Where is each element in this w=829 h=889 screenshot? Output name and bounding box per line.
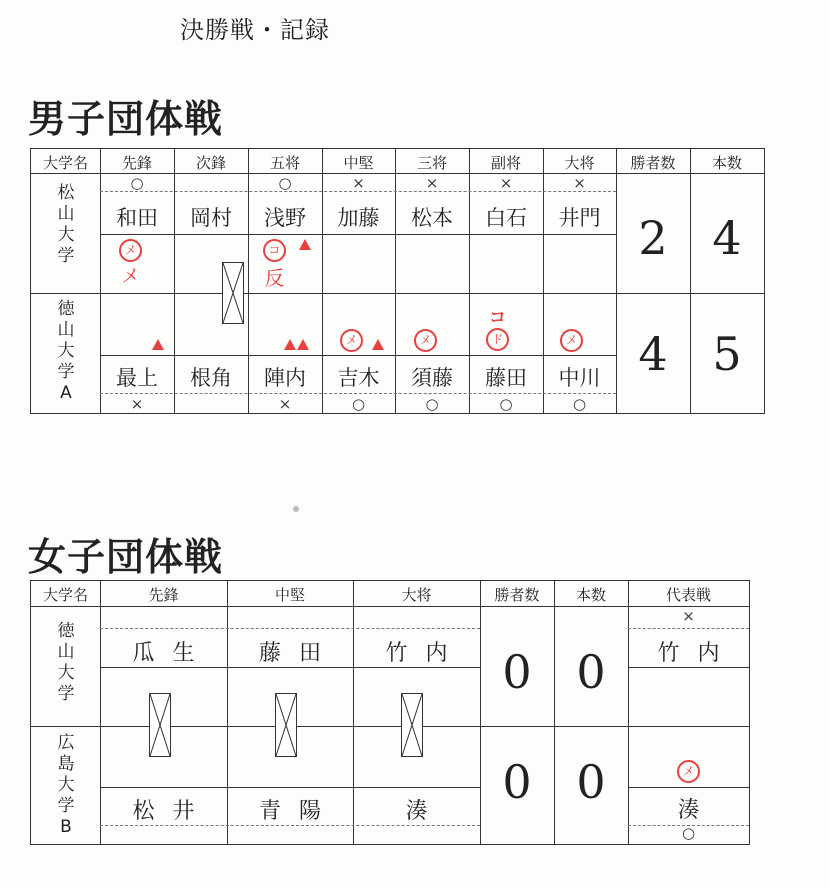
men-team2-result: × [278, 395, 292, 413]
men-team1-result: × [352, 174, 365, 192]
women-team2-player: 松井 [132, 799, 213, 824]
men-col-taisho: 大将 [564, 154, 595, 172]
kote-mark: コ [489, 308, 506, 328]
men-team2-result: ○ [572, 395, 587, 413]
empty-bout-box [149, 693, 171, 757]
men-team2-player: 最上 [116, 366, 158, 390]
men-team2-result: ○ [351, 395, 366, 413]
hansoku-triangle-icon [152, 339, 164, 350]
men-score-icon: メ [340, 329, 363, 352]
page-title: 決勝戦・記録 [180, 16, 330, 44]
women-team2-name: 広島大学B [57, 733, 75, 837]
men-team2-points: 5 [712, 327, 742, 381]
hansoku-triangle-icon [299, 239, 311, 250]
men-score-icon: メ [414, 329, 437, 352]
men-col-wins: 勝者数 [630, 154, 676, 172]
men-team1-player: 井門 [558, 206, 601, 230]
women-col-senpo: 先鋒 [148, 586, 179, 604]
men-team1-player: 浅野 [264, 206, 306, 230]
women-col-taisho: 大将 [401, 586, 432, 604]
men-col-senpo: 先鋒 [121, 154, 152, 172]
women-team1-player: 竹内 [385, 641, 466, 666]
men-team1-result: × [573, 174, 586, 192]
men-col-university: 大学名 [42, 154, 88, 172]
men-section-title: 男子団体戦 [28, 97, 224, 141]
men-team2-fukusho-score [486, 303, 509, 351]
men-team1-result: × [425, 174, 439, 192]
men-col-points: 本数 [711, 154, 742, 172]
women-rep-team1-player: 竹内 [657, 641, 738, 666]
men-team1-result: × [499, 174, 513, 192]
women-team2-wins: 0 [502, 755, 532, 809]
women-team2-points: 0 [576, 755, 606, 809]
men-team1-player: 岡村 [190, 206, 232, 230]
women-team1-player: 藤田 [258, 641, 339, 666]
women-team1-wins: 0 [502, 645, 532, 699]
men-team2-result: ○ [499, 395, 513, 413]
men-team2-taisho-score [560, 329, 583, 352]
women-table [30, 580, 750, 845]
men-col-chuken: 中堅 [343, 154, 374, 172]
men-team2-result: × [130, 395, 144, 413]
men-team1-name: 松山大学 [57, 183, 75, 266]
empty-bout-box [222, 262, 244, 324]
kote-score-icon: コ [263, 239, 286, 262]
hansoku-triangle-icon [372, 339, 384, 350]
men-team2-result: ○ [425, 395, 439, 413]
empty-bout-box [401, 693, 423, 757]
men-score-mark: メ [121, 266, 140, 287]
men-team1-player: 白石 [485, 206, 527, 230]
men-team1-result: ○ [130, 174, 144, 192]
men-score-icon: メ [560, 329, 583, 352]
women-team1-name: 徳山大学 [57, 621, 75, 704]
empty-bout-box [275, 693, 297, 757]
smudge-dot [293, 506, 299, 512]
men-team1-player: 加藤 [337, 206, 380, 230]
men-col-sansho: 三将 [416, 154, 447, 172]
men-team2-wins: 4 [638, 327, 668, 381]
women-col-wins: 勝者数 [494, 586, 540, 604]
men-team2-player: 中川 [558, 366, 601, 390]
men-col-jiho: 次鋒 [195, 154, 226, 172]
women-rep-team2-result: ○ [681, 824, 696, 842]
women-team1-player: 瓜生 [132, 641, 213, 666]
men-team1-points: 4 [712, 211, 742, 265]
men-score-icon: メ [677, 760, 700, 783]
men-team1-wins: 2 [638, 211, 668, 265]
men-score-icon: メ [119, 239, 142, 262]
women-col-university: 大学名 [42, 586, 88, 604]
men-team2-player: 須藤 [411, 366, 453, 390]
men-team1-player: 松本 [411, 206, 453, 230]
men-team1-gosho-score [263, 239, 286, 291]
men-col-gosho: 五将 [269, 154, 300, 172]
men-team1-result: ○ [278, 174, 292, 192]
men-table [30, 148, 765, 414]
men-team2-player: 藤田 [485, 366, 527, 390]
men-team1-senpo-score [119, 239, 142, 288]
men-team2-player: 吉木 [337, 366, 380, 390]
hansoku-triangle-icon [297, 339, 309, 350]
women-team2-player: 青陽 [258, 799, 339, 824]
women-team2-player: 湊 [405, 799, 428, 824]
women-rep-team2-player: 湊 [677, 798, 700, 823]
men-col-fukusho: 副将 [490, 154, 521, 172]
women-section-title: 女子団体戦 [28, 535, 224, 579]
women-col-representative: 代表戦 [665, 586, 711, 604]
hansoku-mark: 反 [264, 266, 285, 290]
women-rep-team1-result: × [682, 607, 695, 625]
men-team2-chuken-score [340, 329, 363, 352]
women-team1-points: 0 [576, 645, 606, 699]
women-rep-team2-score [677, 760, 700, 783]
men-team2-sansho-score [414, 329, 437, 352]
do-score-icon: ド [486, 328, 509, 351]
hansoku-triangle-icon [284, 339, 296, 350]
women-col-points: 本数 [575, 586, 606, 604]
women-col-chuken: 中堅 [274, 586, 305, 604]
men-team2-player: 根角 [190, 366, 232, 390]
men-team2-player: 陣内 [264, 366, 306, 390]
men-team1-player: 和田 [116, 206, 158, 230]
men-team2-name: 徳山大学A [57, 299, 75, 403]
